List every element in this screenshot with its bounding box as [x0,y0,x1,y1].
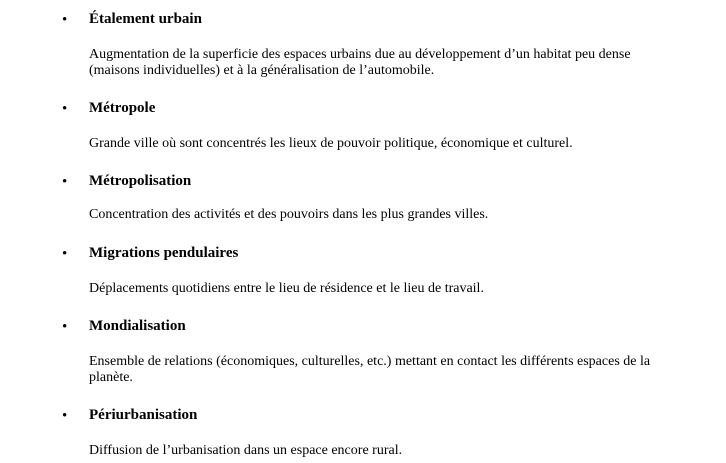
glossary-term: Étalement urbain [89,11,202,27]
glossary-definition: Diffusion de l’urbanisation dans un espace encore rural. [89,443,403,458]
glossary-term: Métropole [89,100,156,116]
glossary-definition: Grande ville où sont concentrés les lieux de pouvoir politique, économique et culturel. [89,136,573,151]
glossary-term: Métropolisation [89,173,192,189]
bullet-icon: • [62,174,68,190]
bullet-icon: • [62,408,68,424]
glossary-definition: Augmentation de la superficie des espaces urbains due au développement d’un habitat peu dense (maisons individuelles) et à la généralisation de l’automobile. [89,47,631,78]
glossary-term: Mondialisation [89,318,186,334]
glossary-definition: Ensemble de relations (économiques, culturelles, etc.) mettant en contact les différents espaces de la planète. [89,354,651,385]
bullet-icon: • [62,12,68,28]
glossary-term: Migrations pendulaires [89,245,239,261]
bullet-icon: • [62,246,68,262]
bullet-icon: • [62,101,68,117]
glossary-definition: Concentration des activités et des pouvoirs dans les plus grandes villes. [89,207,489,222]
glossary-term: Périurbanisation [89,407,198,423]
bullet-icon: • [62,319,68,335]
glossary-definition: Déplacements quotidiens entre le lieu de résidence et le lieu de travail. [89,281,484,296]
